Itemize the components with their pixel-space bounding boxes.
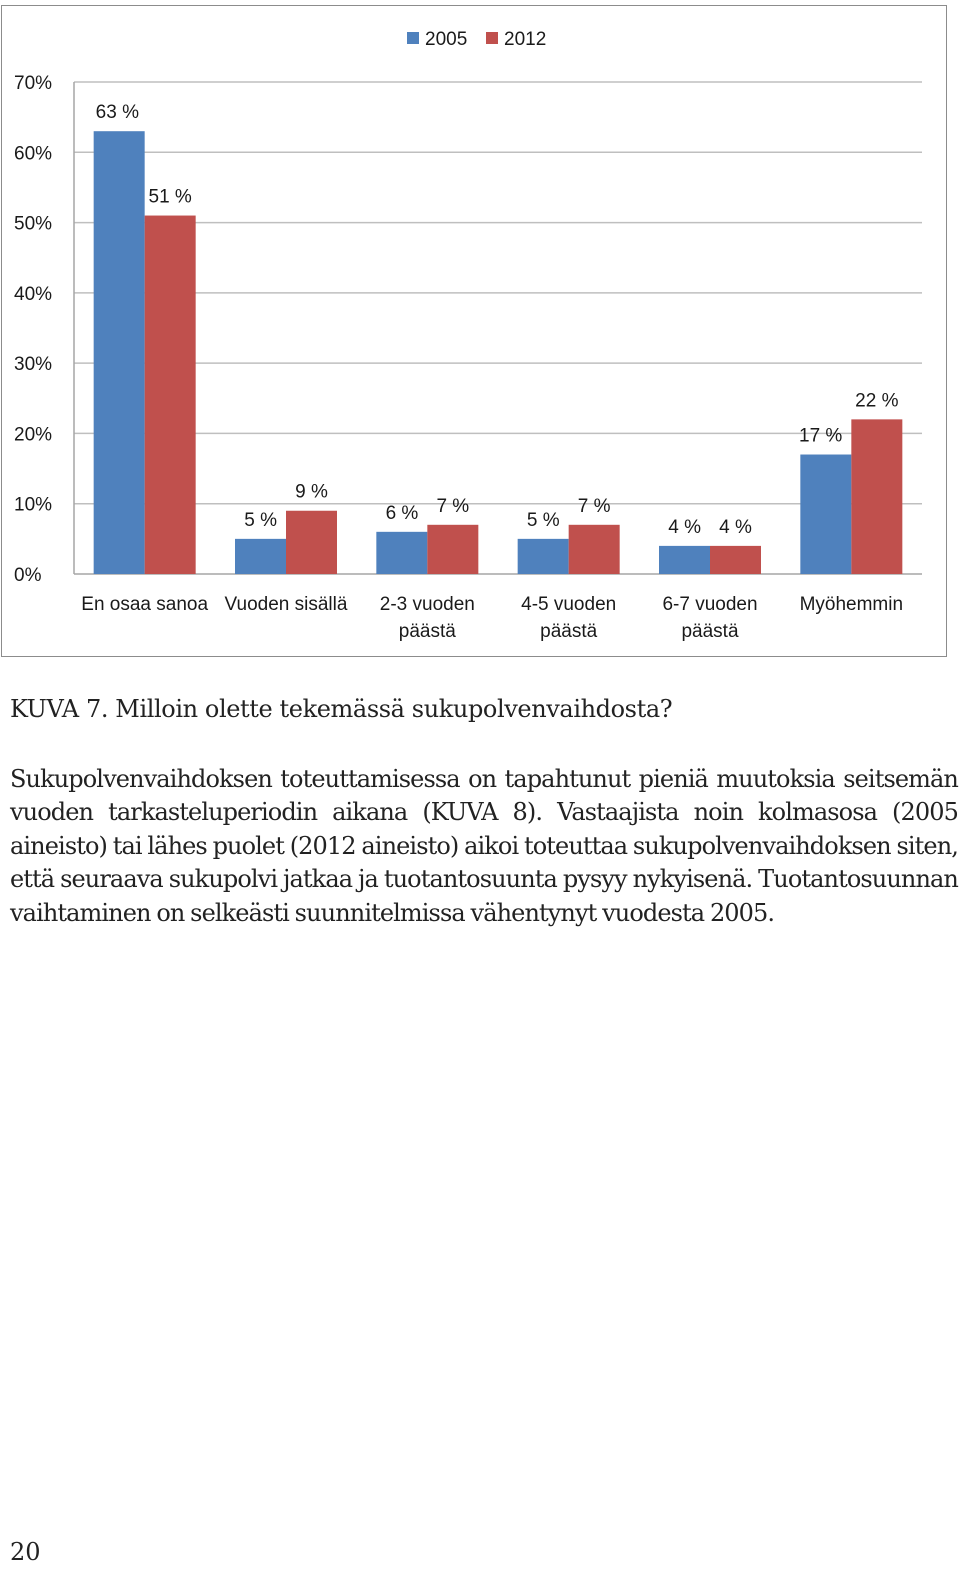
- x-category-label: 2-3 vuoden: [379, 594, 475, 615]
- data-label: 7 %: [436, 495, 470, 517]
- x-category-label: 6-7 vuoden: [662, 594, 758, 615]
- bar-2012: [427, 525, 478, 574]
- data-label: 6 %: [385, 502, 419, 524]
- x-category-label: Myöhemmin: [799, 594, 904, 615]
- data-label: 9 %: [295, 481, 328, 503]
- y-tick-label: 0%: [14, 565, 42, 586]
- bar-2005: [235, 539, 286, 574]
- data-label: 4 %: [668, 516, 701, 538]
- x-category-label: 4-5 vuoden: [521, 594, 617, 615]
- data-label: 5 %: [526, 509, 560, 531]
- data-label: 7 %: [577, 495, 611, 517]
- body-paragraph: Sukupolvenvaihdoksen toteuttamisessa on tapahtunut pieniä muutoksia seitsemän vuoden tarkasteluperiodin aikana (KUVA 8). Vastaajista noin kolmasosa (2005 aineisto) tai lähes puolet (2012 aineisto) aikoi toteuttaa sukupolvenvaihdoksen siten, että seuraava sukupolvi jatkaa ja tuotantosuunta pysyy nykyisenä. Tuotantosuunnan vaihtaminen on selkeästi suunnitelmissa vähentynyt vuodesta 2005.: [10, 765, 958, 927]
- data-labels: [96, 102, 899, 538]
- y-tick-label: 60%: [14, 143, 53, 165]
- x-category-label: Vuoden sisällä: [224, 594, 348, 615]
- bar-2012: [286, 511, 337, 574]
- data-label: 51 %: [148, 186, 192, 208]
- y-tick-label: 10%: [14, 494, 53, 516]
- bar-2005: [94, 131, 145, 574]
- bar-2005: [800, 455, 851, 574]
- bar-2012: [710, 546, 761, 574]
- data-label: 63 %: [95, 102, 139, 124]
- y-tick-label: 30%: [14, 354, 53, 376]
- bar-2012: [569, 525, 620, 574]
- y-tick-labels: [14, 73, 52, 586]
- data-label: 22 %: [855, 390, 899, 412]
- y-tick-label: 70%: [14, 73, 53, 94]
- x-category-label: päästä: [540, 621, 598, 642]
- legend-swatch-2005: [407, 32, 419, 44]
- legend-label: 2005: [425, 29, 468, 50]
- y-tick-label: 40%: [14, 283, 53, 305]
- legend-label: 2012: [504, 29, 547, 50]
- bar-2012: [145, 216, 196, 574]
- figure-caption: KUVA 7. Milloin olette tekemässä sukupolvenvaihdosta?: [10, 695, 673, 723]
- x-category-label: En osaa sanoa: [81, 594, 209, 615]
- x-category-label: päästä: [398, 621, 456, 642]
- data-label: 17 %: [799, 425, 843, 447]
- bars: [94, 131, 903, 574]
- page-number: 20: [10, 1538, 41, 1566]
- bar-chart: [0, 0, 960, 660]
- bar-2005: [659, 546, 710, 574]
- legend-swatch-2012: [486, 32, 498, 44]
- data-label: 4 %: [719, 516, 752, 538]
- x-category-label: päästä: [681, 621, 739, 642]
- bar-2005: [376, 532, 427, 574]
- y-tick-label: 20%: [14, 424, 53, 446]
- x-category-labels: [81, 594, 903, 642]
- legend: [407, 29, 546, 50]
- bar-2005: [518, 539, 569, 574]
- data-label: 5 %: [244, 509, 277, 531]
- gridlines: [74, 82, 922, 574]
- y-tick-label: 50%: [14, 213, 53, 235]
- bar-2012: [851, 419, 902, 574]
